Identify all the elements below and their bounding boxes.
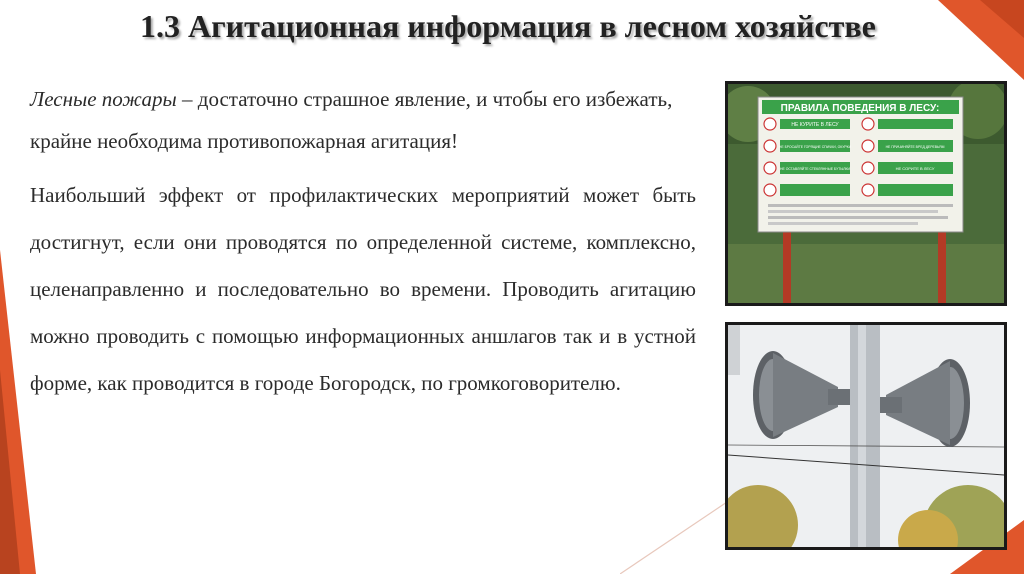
- sign-rule-2: НЕ БРОСАЙТЕ ГОРЯЩИЕ СПИЧКИ, ОКУРКИ: [778, 145, 852, 149]
- slide-title: 1.3 Агитационная информация в лесном хозяйстве: [140, 8, 876, 44]
- sign-rule-4: НЕ ПРИЧИНЯЙТЕ ВРЕД ДЕРЕВЬЯМ: [885, 145, 945, 149]
- body-paragraph: Наибольший эффект от профилактических мероприятий может быть достигнут, если они проводятся по определенной системе, комплексно, целенаправленно и последовательно во времени. Проводить агитацию можно проводить с помощью информационных аншлагов так и в устной форме, как проводится в городе Богородск, по громкоговорителю.: [30, 183, 696, 395]
- sign-rule-3: НЕ ОСТАВЛЯЙТЕ СТЕКЛЯННЫЕ БУТЫЛКИ: [780, 167, 850, 171]
- loudspeaker-photo: [725, 322, 1007, 550]
- sign-rule-5: НЕ СОРИТЕ В ЛЕСУ: [895, 166, 935, 171]
- intro-emphasis: Лесные пожары: [30, 87, 177, 111]
- sign-header: ПРАВИЛА ПОВЕДЕНИЯ В ЛЕСУ:: [780, 103, 940, 114]
- intro-text: – достаточно страшное явление, и чтобы его избежать, крайне необходима противопожарная агитация!: [30, 87, 673, 153]
- forest-sign-photo: [725, 81, 1007, 306]
- sign-rule-1: НЕ КУРИТЕ В ЛЕСУ: [791, 122, 839, 128]
- intro-paragraph: [30, 78, 720, 162]
